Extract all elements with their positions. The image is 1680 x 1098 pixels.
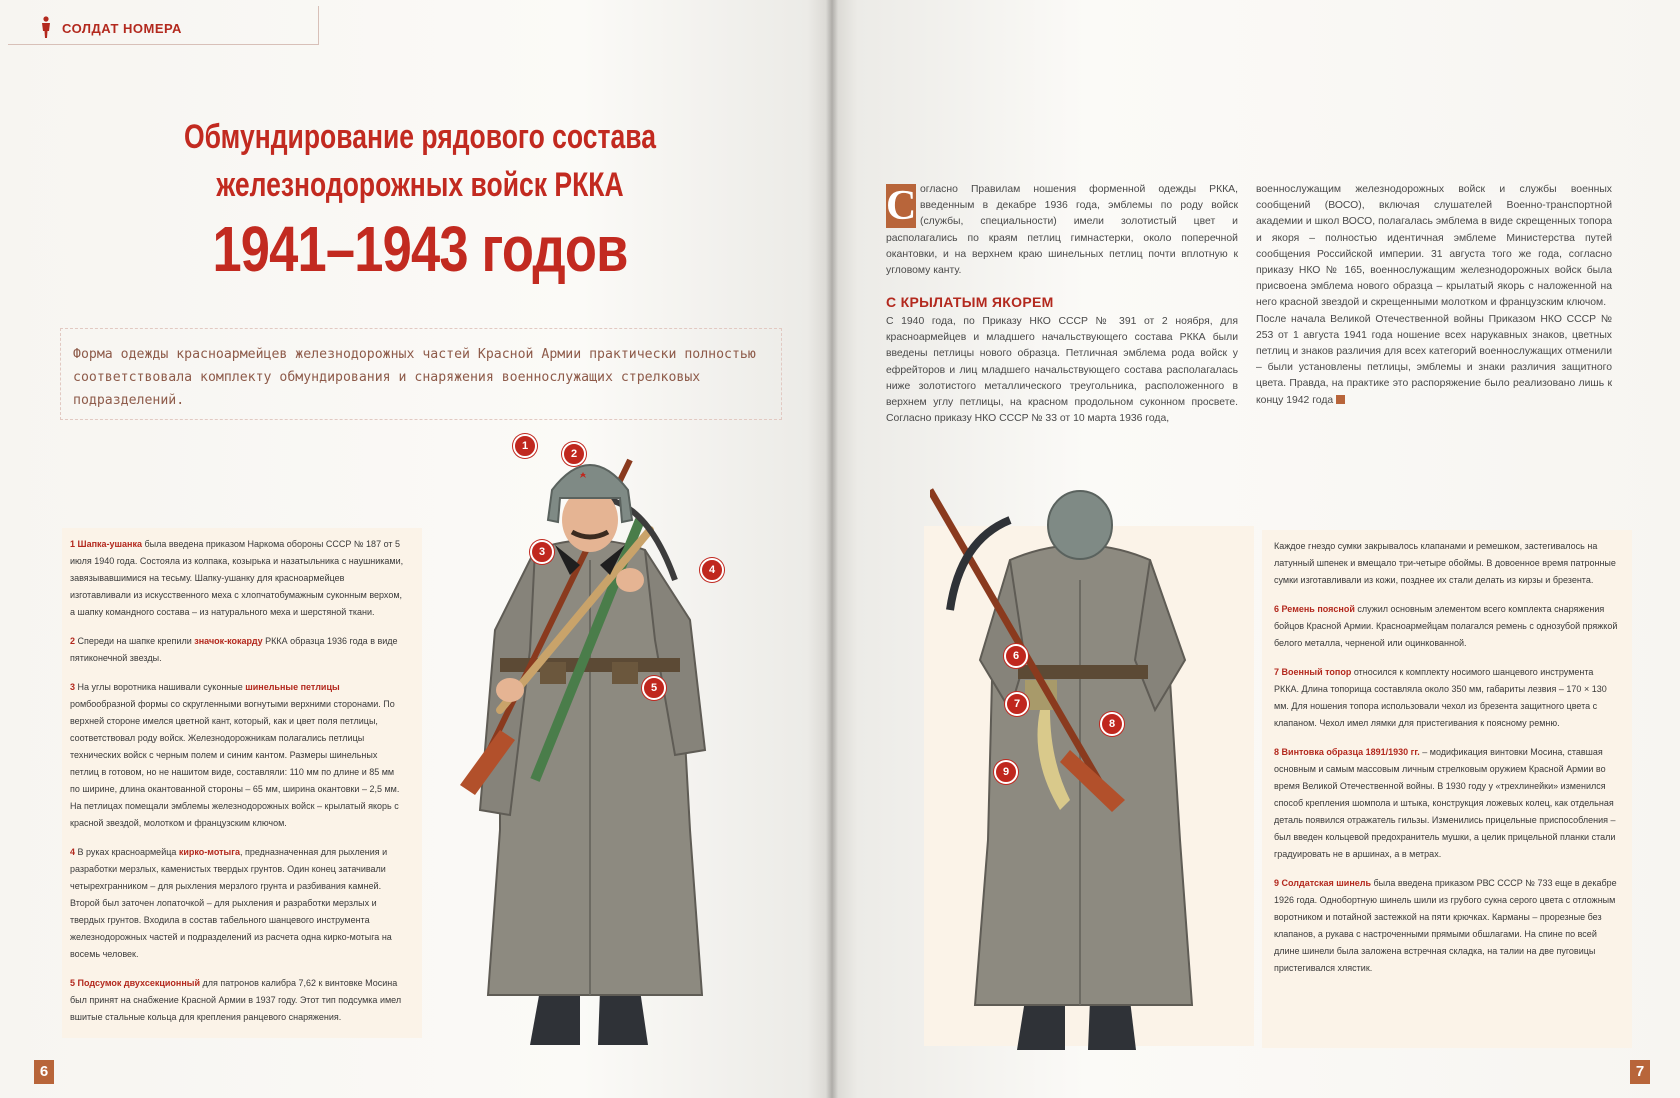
marker-1: 1 [513,434,537,458]
marker-9: 9 [994,760,1018,784]
caption-7: 7 Военный топор относился к комплекту носимого шанцевого инструмента РККА. Длина топорища составляла около 350 мм, габариты лезвия – 170 × 130 мм. Для ношения топора использовали чехол из брезента защитного цвета с клапаном. Чехол имел лямки для пристегивания к поясному ремню. [1274,667,1607,728]
caption-6-term: Ремень поясной [1281,604,1355,614]
marker-7: 7 [1005,692,1029,716]
captions-left [70,536,404,1026]
caption-3: 3 На углы воротника нашивали суконные шинельные петлицы ромбообразной формы со скругленными вогнутыми верхними сторонами. По верхней стороне имелся цветной кант, который, как и цвет поля петлицы, соответствовал роду войск. Железнодорожникам полагались петлицы технических войск с черным полем и синим кантом. Размеры шинельных петлиц в готовом, но не нашитом виде, составляли: 110 мм по длине и 85 мм по ширине, длина окантованной стороны – 65 мм, ширина окантовки – 2,5 мм. На петлицах помещали эмблемы железнодорожных войск – крылатый якорь с красной звездой, молотком и французским ключом. [70,682,400,828]
article-para-4: После начала Великой Отечественной войны Приказом НКО СССР № 253 от 1 августа 1941 года ношение всех нарукавных знаков, цветных петлиц и знаков различия для всех категорий военнослужащих отменили – были установлены петлицы, эмблемы и знаки различия защитного цвета. Правда, на практике это распоряжение было реализовано лишь к концу 1942 года [1256,313,1612,406]
end-mark-icon [1336,395,1345,404]
marker-5: 5 [642,676,666,700]
caption-4-term: кирко-мотыга [178,847,240,857]
caption-5-continued: Каждое гнездо сумки закрывалось клапанами и ремешком, застегивалось на латунный шпенек и вмещало три-четыре обоймы. В довоенное время патронные сумки изготавливали из кожи, позднее их стали делать из кирзы и брезента. [1274,541,1616,585]
marker-3: 3 [530,540,554,564]
left-page [0,0,832,1098]
article-para-2: С 1940 года, по Приказу НКО СССР № 391 от 2 ноября, для красноармейцев и младшего начальствующего состава РККА были введены петлицы нового образца. Петличная эмблема рода войск у ефрейторов и лиц младшего начальствующего состава располагалась ниже золотистого металлического треугольника, расположенного в верхнем углу петлицы, на красном продольном суконном просвете. Согласно приказу НКО СССР № 33 от 10 марта 1936 года, [886,316,1238,425]
caption-5-term: Подсумок двухсекционный [77,978,200,988]
caption-3-term: шинельные петлицы [245,682,340,692]
caption-7-term: Военный топор [1281,667,1352,677]
caption-2: 2 Спереди на шапке крепили значок-кокарду РККА образца 1936 года в виде пятиконечной звезды. [70,636,398,663]
article-para-3: военнослужащим железнодорожных войск и службы военных сообщений (ВОСО), включая слушателей Военно-транспортной академии и школ ВОСО, полагалась эмблема в виде скрещенных топора и якоря – полностью идентичная эмблеме Министерства путей сообщения Российской империи. 31 августа того же года, согласно приказу НКО № 165, военнослужащим железнодорожных войск была присвоена эмблема нового образца – крылатый якорь с наложенной на него красной звездой и скрещенными молотком и французским ключом. [1256,184,1612,309]
title-line-1: Обмундирование рядового состава [184,118,656,156]
drop-cap: С [886,183,917,229]
article-subhead: С КРЫЛАТЫМ ЯКОРЕМ [886,294,1054,310]
title-line-2: железнодорожных войск РККА [216,166,624,204]
captions-right [1274,538,1620,977]
soldier-front-illustration [440,450,740,1060]
caption-9: 9 Солдатская шинель была введена приказом РВС СССР № 733 еще в декабре 1926 года. Однобортную шинель шили из грубого сукна серого цвета с отложным воротником и потайной застежкой на пяти крючках. Карманы – прорезные без клапанов, а рукава с настроченными прямыми обшлагами. На спине по всей длине шинели была заложена встречная складка, на талии на две пуговицы пристегивался хлястик. [1274,878,1617,973]
soldier-icon [40,16,52,38]
marker-4: 4 [700,558,724,582]
soldier-back-illustration [930,460,1230,1060]
section-header [8,6,319,45]
caption-4: 4 В руках красноармейца кирко-мотыга, предназначенная для рыхления и разработки мерзлых, каменистых твердых грунтов. Один конец затачивали четырехгранником – для рыхления мерзлого грунта и разбивания камней. Второй был заточен лопаточкой – для рыхления и разработки мерзлых и твердых грунтов. Входила в состав табельного шанцевого инструмента железнодорожных частей и подразделений из расчета одна кирко-мотыга на восемь человек. [70,847,392,959]
marker-6: 6 [1004,644,1028,668]
page-number-right: 7 [1630,1060,1650,1084]
page-number-left: 6 [34,1060,54,1084]
article-column-2 [1256,182,1612,409]
intro-text: Форма одежды красноармейцев железнодорожных частей Красной Армии практически полностью соответствовала комплекту обмундирования и снаряжения военнослужащих стрелковых подразделений. [73,347,756,408]
marker-8: 8 [1100,712,1124,736]
caption-6: 6 Ремень поясной служил основным элементом всего комплекта снаряжения бойцов Красной Армии. Красноармейцам полагался ремень с однозубой пряжкой белого металла, черненой или оцинкованной. [1274,604,1618,648]
caption-2-term: значок-кокарду [194,636,263,646]
section-label: СОЛДАТ НОМЕРА [62,21,182,36]
marker-2: 2 [562,442,586,466]
caption-1: 1 Шапка-ушанка была введена приказом Наркома обороны СССР № 187 от 5 июля 1940 года. Состояла из колпака, козырька и назатыльника с наушниками, завязывавшимися на тесьму. Шапку-ушанку для красноармейцев изготавливали из искусственного меха с хлопчатобумажным суконным верхом, а шапку командного состава – из натурального меха и шерстяной ткани. [70,539,404,617]
intro-box [60,328,782,420]
caption-8: 8 Винтовка образца 1891/1930 гг. – модификация винтовки Мосина, ставшая основным и самым массовым личным стрелковым оружием Красной Армии во время Великой Отечественной войны. В 1930 году у «трехлинейки» изменился способ крепления шомпола и штыка, конструкция ложевых колец, как отдельная деталь появился отражатель гильзы. Изменились прицельные приспособления – был введен кольцевой предохранитель мушки, а целик прицельной планки стали градуировать не в аршинах, а в метрах. [1274,747,1616,859]
article-column-1 [886,182,1238,279]
caption-9-term: Солдатская шинель [1281,878,1372,888]
caption-8-term: Винтовка образца 1891/1930 гг. [1281,747,1420,757]
caption-1-term: Шапка-ушанка [77,539,142,549]
article-para-1: огласно Правилам ношения форменной одежды РККА, введенным в декабре 1936 года, эмблемы по роду войск (службы, специальности) имели золотистый цвет и располагались по краям петлиц гимнастерки, около поперечной окантовки, и на верхнем краю шинельных петлиц почти вплотную к угловому канту. [886,184,1238,277]
spread-gutter [826,0,838,1098]
caption-5: 5 Подсумок двухсекционный для патронов калибра 7,62 к винтовке Мосина был принят на снабжение Красной Армии в 1937 году. Этот тип подсумка имел вшитые стальные кольца для крепления ранцевого снаряжения. [70,978,402,1022]
title-years: 1941–1943 годов [212,213,628,285]
